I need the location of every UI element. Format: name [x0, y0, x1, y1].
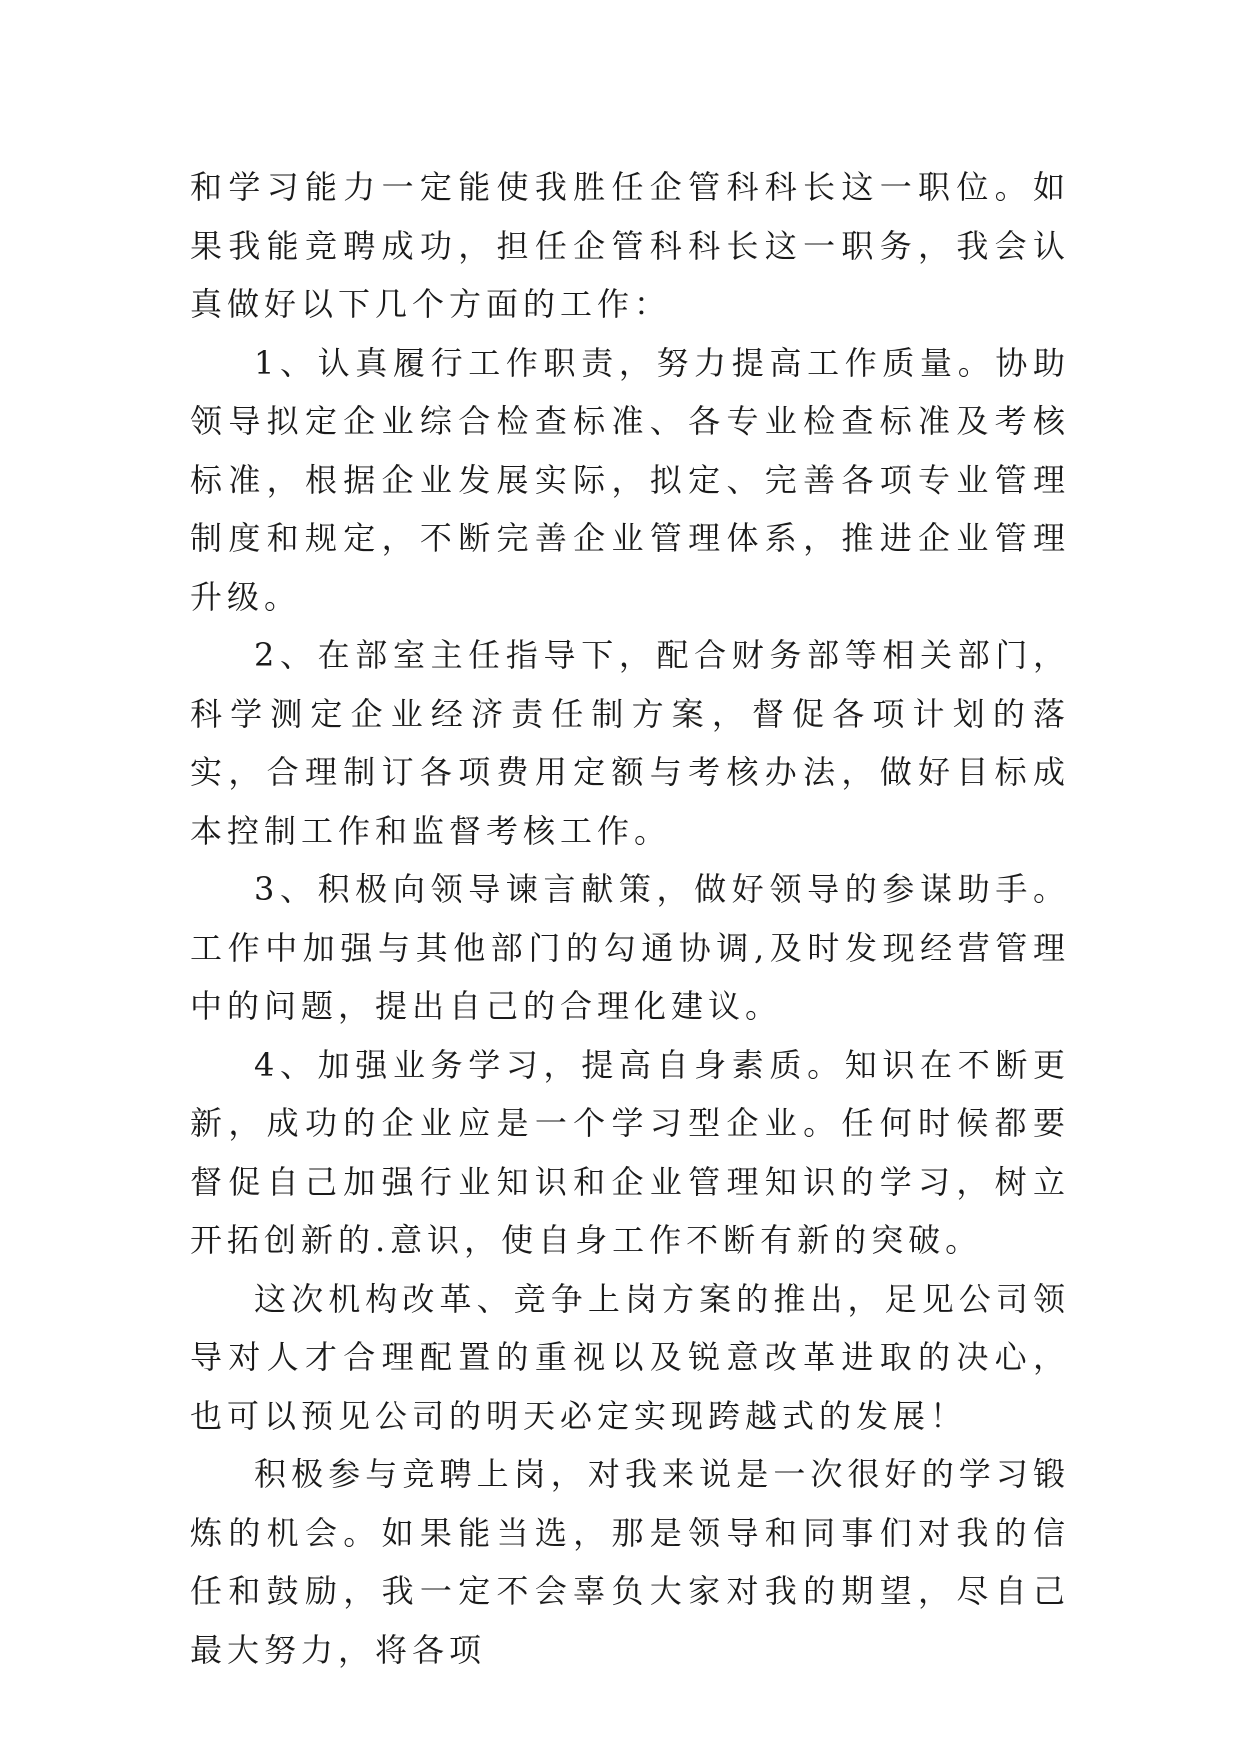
paragraph-item-3: 3、积极向领导谏言献策，做好领导的参谋助手。工作中加强与其他部门的勾通协调,及时发现经营管理中的问题，提出自己的合理化建议。: [190, 870, 1070, 1025]
paragraph-item-1: 1、认真履行工作职责，努力提高工作质量。协助领导拟定企业综合检查标准、各专业检查标准及考核标准，根据企业发展实际，拟定、完善各项专业管理制度和规定，不断完善企业管理体系，推进企业管理升级。: [190, 343, 1070, 616]
paragraph-reform: 这次机构改革、竞争上岗方案的推出，足见公司领导对人才合理配置的重视以及锐意改革进取的决心，也可以预见公司的明天必定实现跨越式的发展！: [190, 1279, 1070, 1435]
document-body: [190, 158, 1070, 1679]
paragraph-closing: 积极参与竞聘上岗，对我来说是一次很好的学习锻炼的机会。如果能当选，那是领导和同事们对我的信任和鼓励，我一定不会辜负大家对我的期望，尽自己最大努力，将各项: [190, 1455, 1070, 1669]
paragraph-item-2: 2、在部室主任指导下，配合财务部等相关部门，科学测定企业经济责任制方案，督促各项计划的落实，合理制订各项费用定额与考核办法，做好目标成本控制工作和监督考核工作。: [190, 636, 1070, 850]
paragraph-intro: 和学习能力一定能使我胜任企管科科长这一职位。如果我能竞聘成功，担任企管科科长这一职务，我会认真做好以下几个方面的工作：: [190, 168, 1070, 323]
paragraph-item-4: 4、加强业务学习，提高自身素质。知识在不断更新，成功的企业应是一个学习型企业。任何时候都要督促自己加强行业知识和企业管理知识的学习，树立开拓创新的.意识，使自身工作不断有新的突破。: [190, 1045, 1070, 1259]
